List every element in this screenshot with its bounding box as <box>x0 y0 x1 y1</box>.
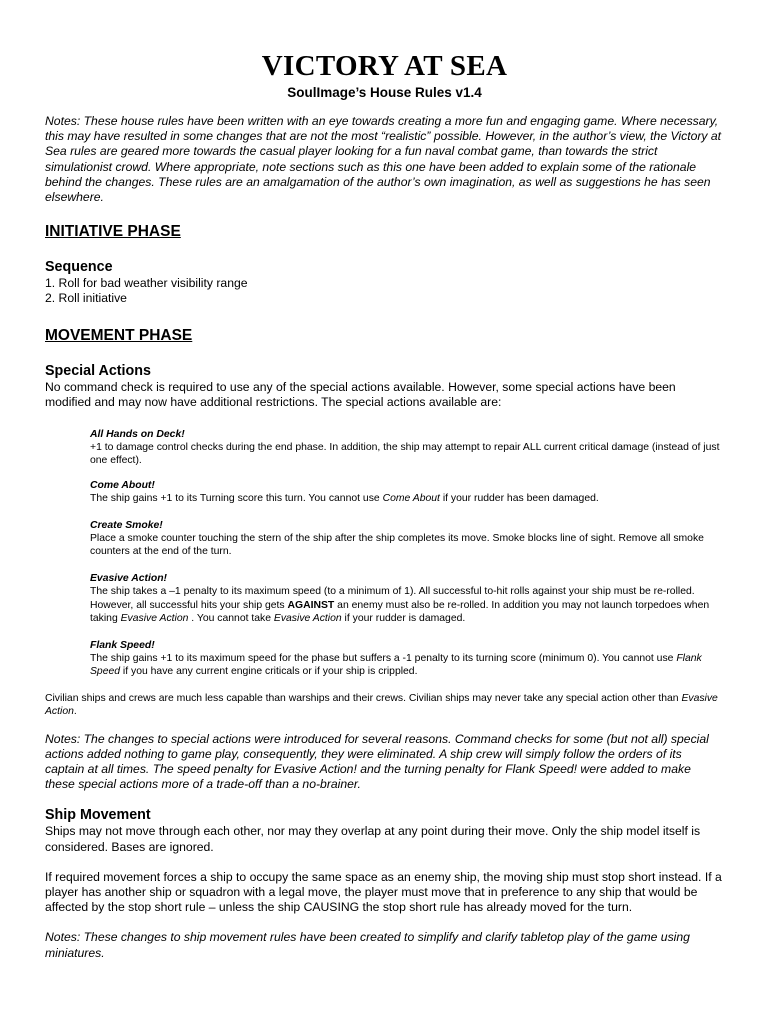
civilian-ships-rule: Civilian ships and crews are much less capable than warships and their crews. Civilian ships may never take any special action other than Evasive Action. <box>45 692 718 718</box>
ship-movement-note: Notes: These changes to ship movement rules have been created to simplify and clarify tabletop play of the game using miniatures. <box>45 930 690 960</box>
intro-note: Notes: These house rules have been written with an eye towards creating a more fun and engaging game. Where necessary, this may have resulted in some changes that are not the most “realistic” possible. However, in the author’s view, the Victory at Sea rules are geared more towards the casual player looking for a fun naval combat game, than towards the strict simulationist crowd. Where appropriate, note sections such as this one have been added to explain some of the rationale behind the changes. These rules are an amalgamation of the author’s own imagination, as well as suggestions he has seen elsewhere. <box>45 114 722 205</box>
action-name: Create Smoke! <box>90 519 163 531</box>
action-name: Come About! <box>90 479 155 491</box>
ship-movement-paragraph: If required movement forces a ship to occupy the same space as an enemy ship, the moving ship must stop short instead. If a player has another ship or squadron with a legal move, the player must move that in preference to any ship that would be affected by the stop short rule – unless the ship CAUSING the stop short rule has already moved for the turn. <box>45 869 722 915</box>
action-description: The ship takes a –1 penalty to its maximum speed (to a minimum of 1). All successful to-hit rolls against your ship must be re-rolled. However, all successful hits your ship gets AGAINST an enemy must also be re-rolled. In addition you may not launch torpedoes when taking Evasive Action . You cannot take Evasive Action if your rudder is damaged. <box>90 586 710 625</box>
ship-movement-paragraph: Ships may not move through each other, nor may they overlap at any point during their move. Only the ship model itself is considered. Bases are ignored. <box>45 824 701 854</box>
action-create-smoke <box>45 519 724 559</box>
action-description: Place a smoke counter touching the stern of the ship after the ship completes its move. Smoke blocks line of sight. Remove all smoke counters at the end of the turn. <box>90 533 704 558</box>
special-actions-note: Notes: The changes to special actions were introduced for several reasons. Command checks for some (but not all) special actions added nothing to game play, consequently, they were eliminated. A ship crew will simply follow the orders of its captain at all times. The speed penalty for Evasive Action! and the turning penalty for Flank Speed! were added to make these special actions more of a trade-off than a no-brainer. <box>45 731 709 792</box>
action-name: Flank Speed! <box>90 639 155 651</box>
action-name: All Hands on Deck! <box>90 428 185 440</box>
document-subtitle: SoulImage’s House Rules v1.4 <box>287 85 482 100</box>
sequence-heading: Sequence <box>45 259 113 276</box>
sequence-step: 1. Roll for bad weather visibility range <box>45 276 248 291</box>
movement-phase-heading: MOVEMENT PHASE <box>45 327 193 345</box>
action-description: The ship gains +1 to its maximum speed for the phase but suffers a -1 penalty to its turning score (minimum 0). You cannot use Flank Speed if you have any current engine criticals or if your ship is crippled. <box>90 652 702 678</box>
action-evasive-action <box>45 572 724 626</box>
action-description: The ship gains +1 to its Turning score this turn. You cannot use Come About if your rudder has been damaged. <box>90 493 599 505</box>
action-come-about <box>45 479 724 506</box>
action-flank-speed <box>45 639 724 679</box>
ship-movement-heading: Ship Movement <box>45 807 151 824</box>
sequence-list <box>45 276 724 306</box>
document-title: VICTORY AT SEA <box>261 50 508 82</box>
sequence-step: 2. Roll initiative <box>45 291 127 306</box>
action-description: +1 to damage control checks during the end phase. In addition, the ship may attempt to repair ALL current critical damage (instead of just one effect). <box>90 442 720 467</box>
action-all-hands-on-deck <box>45 428 724 468</box>
special-actions-intro: No command check is required to use any of the special actions available. However, some special actions have been modified and may now have additional restrictions. The special actions available are: <box>45 380 676 410</box>
initiative-phase-heading: INITIATIVE PHASE <box>45 223 181 241</box>
special-actions-heading: Special Actions <box>45 363 151 380</box>
action-name: Evasive Action! <box>90 572 167 584</box>
